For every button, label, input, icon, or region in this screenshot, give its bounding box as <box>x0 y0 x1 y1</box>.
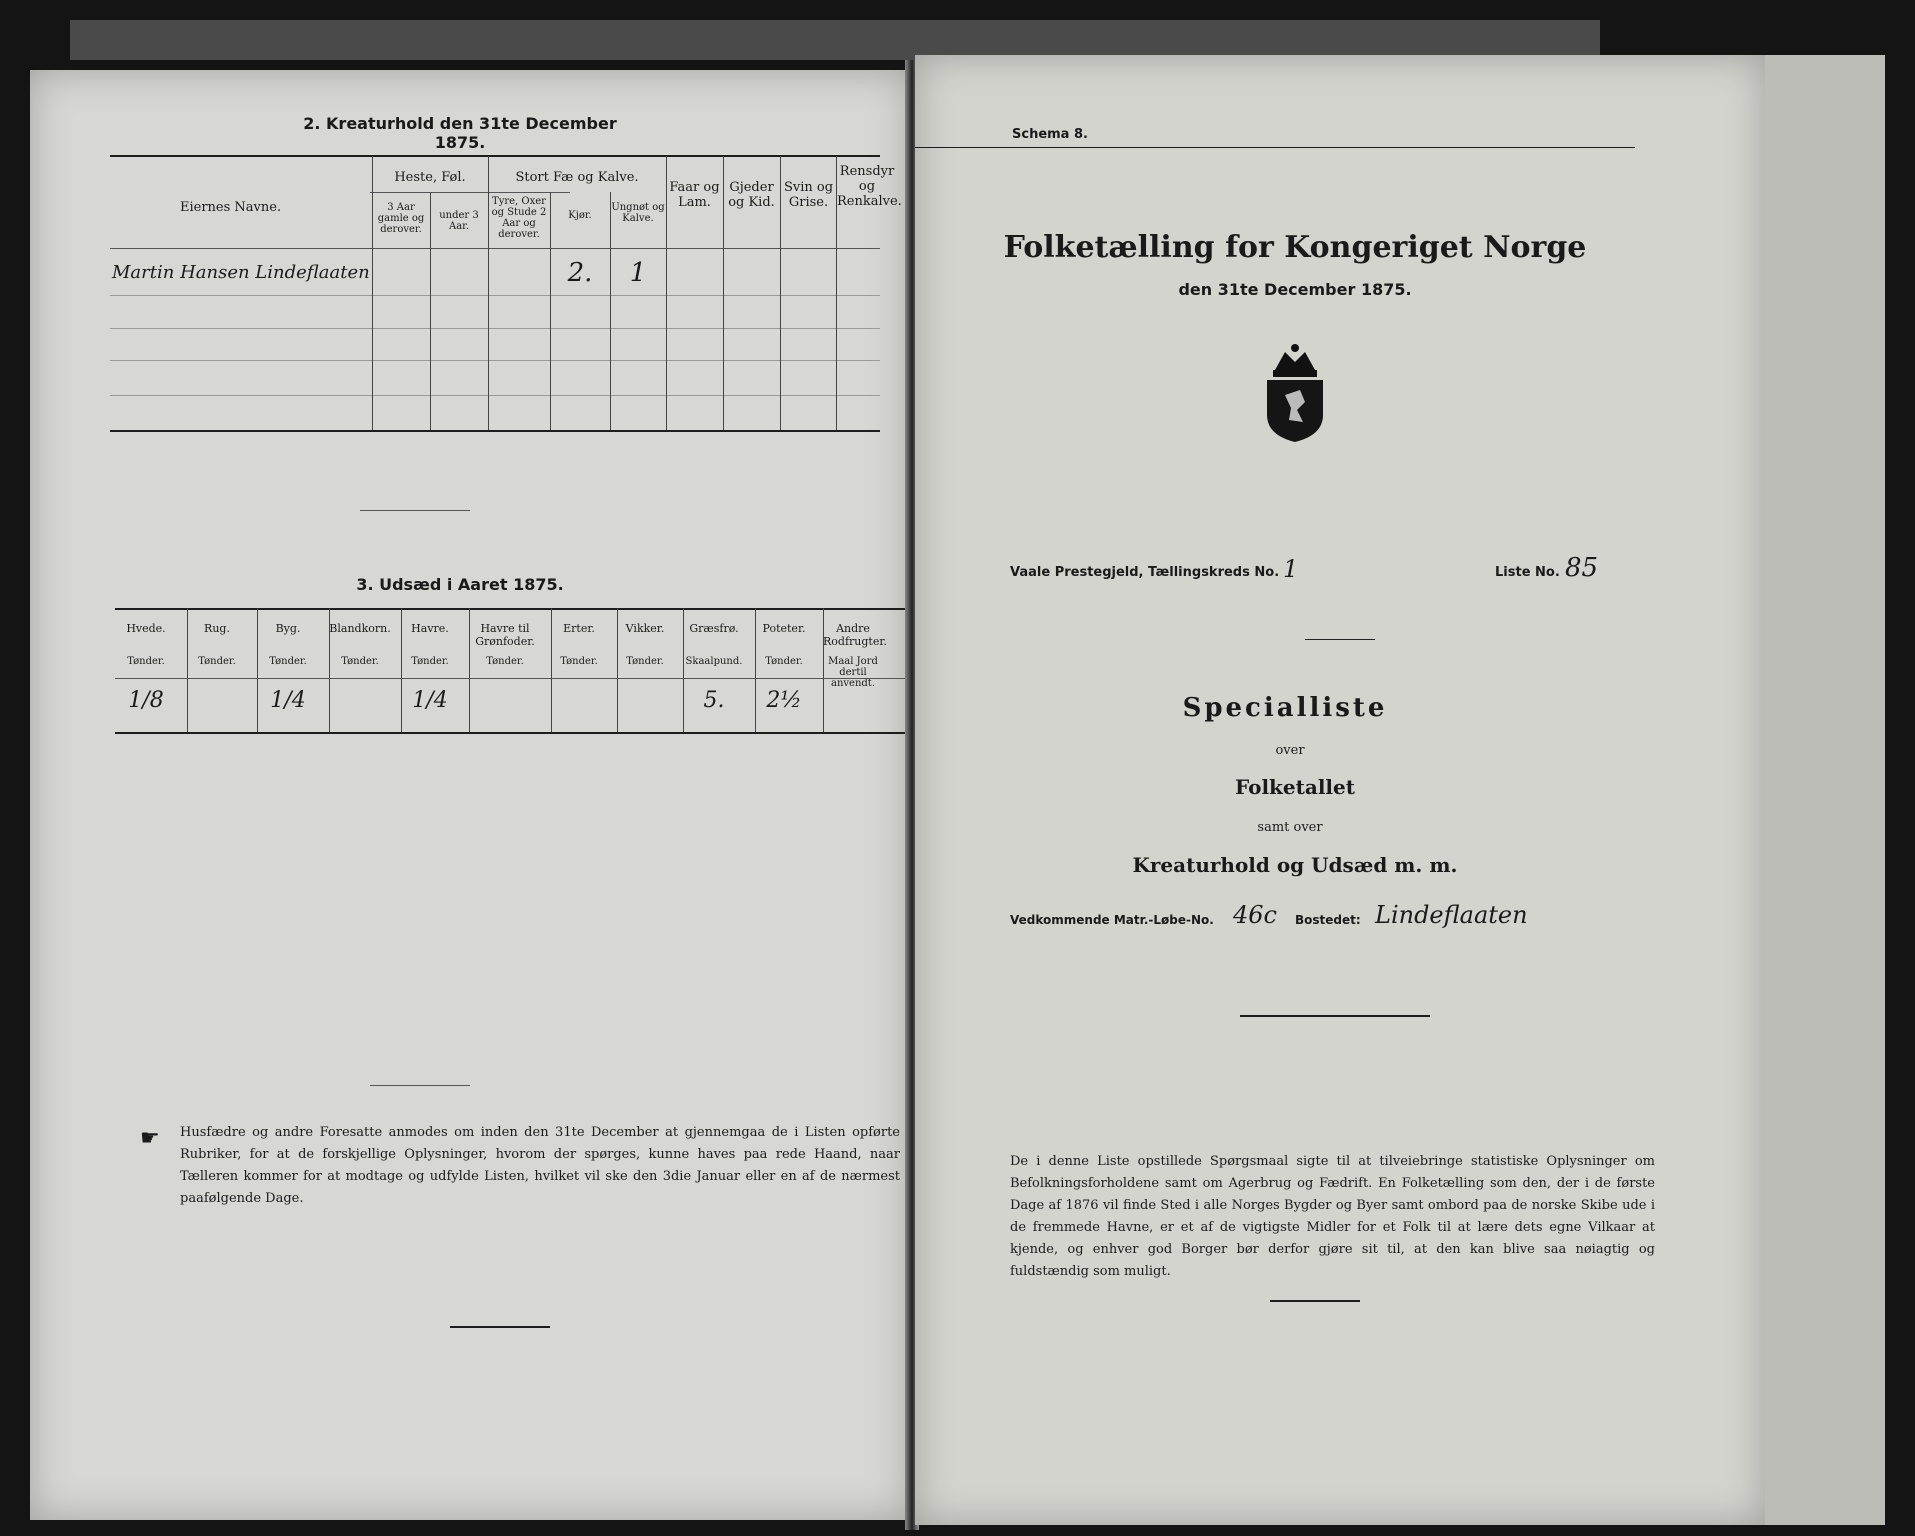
livestock-table-bottom-rule <box>110 430 880 432</box>
livestock-row-line <box>110 395 880 396</box>
livestock-subheader-rule <box>370 192 570 193</box>
separator-rule <box>370 1085 470 1086</box>
schema-label: Schema 8. <box>1012 127 1088 142</box>
col-horse-header: Heste, Føl. <box>394 170 466 185</box>
livestock-title: 2. Kreaturhold den 31te December 1875. <box>303 114 617 152</box>
seed-col-unit: Tønder. <box>198 656 236 667</box>
seed-col-unit: Tønder. <box>411 656 449 667</box>
seed-col-unit: Tønder. <box>269 656 307 667</box>
seed-col-name: Erter. <box>563 622 595 635</box>
col-divider <box>610 192 611 430</box>
bosted-label: Bostedet: <box>1295 913 1361 927</box>
parish-number-handwritten: 1 <box>1283 555 1299 583</box>
col-goats-header: Gjeder og Kid. <box>728 180 775 210</box>
coat-of-arms-icon <box>1255 340 1335 445</box>
seed-col-name: Poteter. <box>762 622 806 635</box>
notice-text: Husfædre og andre Foresatte anmodes om inden den 31te December at gjennemgaa de i Listen opførte Rubriker, for at de forskjellige Oplysninger, hvorom der spørges, kunne haves paa rede Haand, naar Tælleren kommer for at modtage og udfylde Listen, hvilket vil ske den 3die Januar eller en af de nærmest paafølgende Dage. <box>180 1125 900 1206</box>
matr-number-handwritten: 46c <box>1233 901 1277 929</box>
next-page-edge <box>1765 55 1885 1525</box>
col-cattle-c-header: Ungnøt og Kalve. <box>611 202 665 224</box>
seed-title: 3. Udsæd i Aaret 1875. <box>356 575 564 594</box>
seed-col-name: Havre til Grønfoder. <box>475 622 535 648</box>
matr-label: Vedkommende Matr.-Løbe-No. <box>1010 913 1214 927</box>
samt-over-label: samt over <box>1257 820 1323 835</box>
seed-col-unit: Tønder. <box>341 656 379 667</box>
date-line: den 31te December 1875. <box>1178 280 1412 299</box>
list-number-handwritten: 85 <box>1565 553 1599 583</box>
seed-col-unit: Maal Jord dertil anvendt. <box>828 656 878 689</box>
col-divider <box>372 156 373 430</box>
seed-col-name: Vikker. <box>625 622 665 635</box>
seed-col-unit: Tønder. <box>765 656 803 667</box>
population-title: Folketallet <box>1235 775 1355 799</box>
seed-table-bottom-rule <box>115 732 907 734</box>
right-header-rule <box>915 147 1635 148</box>
col-divider <box>430 192 431 430</box>
seed-col-name: Rug. <box>204 622 230 635</box>
cows-count-handwritten: 2. <box>567 258 593 288</box>
seed-col-name: Græsfrø. <box>689 622 739 635</box>
seed-col-name: Blandkorn. <box>329 622 391 635</box>
seed-col-name: Byg. <box>275 622 301 635</box>
bosted-handwritten: Lindeflaaten <box>1375 901 1528 929</box>
seed-col-unit: Tønder. <box>127 656 165 667</box>
calves-count-handwritten: 1 <box>629 258 647 288</box>
livestock-header-bottom-rule <box>110 248 880 249</box>
separator-rule <box>1240 1015 1430 1017</box>
col-owner-header: Eiernes Navne. <box>180 200 282 215</box>
seed-col-unit: Tønder. <box>560 656 598 667</box>
seed-col-unit: Tønder. <box>626 656 664 667</box>
livestock-row-line <box>110 360 880 361</box>
col-divider <box>550 192 551 430</box>
separator-rule <box>1305 639 1375 640</box>
col-horse-b-header: under 3 Aar. <box>439 210 479 232</box>
seed-col-value-handwritten: 5. <box>703 688 725 713</box>
separator-rule <box>360 510 470 511</box>
top-background-strip <box>70 20 1600 60</box>
seed-col-value-handwritten: 2½ <box>766 688 802 713</box>
seed-table <box>115 608 907 734</box>
separator-rule <box>1270 1300 1360 1302</box>
seed-col-value-handwritten: 1/4 <box>270 688 306 713</box>
livestock-row-line <box>110 295 880 296</box>
seed-col-unit: Skaalpund. <box>685 656 743 667</box>
seed-col-name: Andre Rodfrugter. <box>823 622 887 648</box>
seed-col-name: Hvede. <box>126 622 166 635</box>
livestock-row-line <box>110 328 880 329</box>
livestock-seed-title: Kreaturhold og Udsæd m. m. <box>1132 853 1458 877</box>
list-label: Liste No. <box>1495 565 1560 580</box>
seed-col-value-handwritten: 1/8 <box>128 688 164 713</box>
parish-label: Vaale Prestegjeld, Tællingskreds No. <box>1010 565 1280 580</box>
special-list-title: Specialliste <box>1182 693 1388 723</box>
pointing-hand-icon: ☛ <box>140 1126 160 1151</box>
seed-col-name: Havre. <box>411 622 449 635</box>
col-cattle-a-header: Tyre, Oxer og Stude 2 Aar og derover. <box>491 196 547 240</box>
col-pigs-header: Svin og Grise. <box>783 180 834 210</box>
col-cattle-b-header: Kjør. <box>568 210 592 221</box>
col-cattle-header: Stort Fæ og Kalve. <box>515 170 639 185</box>
footer-text: De i denne Liste opstillede Spørgsmaal sigte til at tilveiebringe statistiske Oplysninger om Befolkningsforholdene samt om Agerbrug og Fædrift. En Folketælling som den, der i de første Dage af 1876 vil finde Sted i alle Norges Bygder og Byer samt ombord paa de norske Skibe ude i de fremmede Havne, er et af de vigtigste Midler for et Folk til at lære dets egne Vilkaar at kjende, og enhver god Borger bør derfor gjøre sit til, at den kan blive saa nøiagtig og fuldstændig som muligt. <box>1010 1154 1655 1279</box>
col-horse-a-header: 3 Aar gamle og derover. <box>377 202 425 235</box>
seed-col-unit: Tønder. <box>486 656 524 667</box>
right-page <box>915 55 1765 1525</box>
over-label: over <box>1275 743 1305 758</box>
col-sheep-header: Faar og Lam. <box>669 180 720 210</box>
livestock-table-top-rule <box>110 155 880 157</box>
left-page <box>30 70 910 1520</box>
seed-header-bottom-rule <box>115 678 907 679</box>
owner-name-handwritten: Martin Hansen Lindeflaaten <box>112 262 370 283</box>
main-title: Folketælling for Kongeriget Norge <box>1003 230 1587 265</box>
separator-rule <box>450 1326 550 1328</box>
seed-table-top-rule <box>115 608 907 610</box>
seed-col-value-handwritten: 1/4 <box>412 688 448 713</box>
col-reindeer-header: Rensdyr og Renkalve. <box>837 164 902 209</box>
